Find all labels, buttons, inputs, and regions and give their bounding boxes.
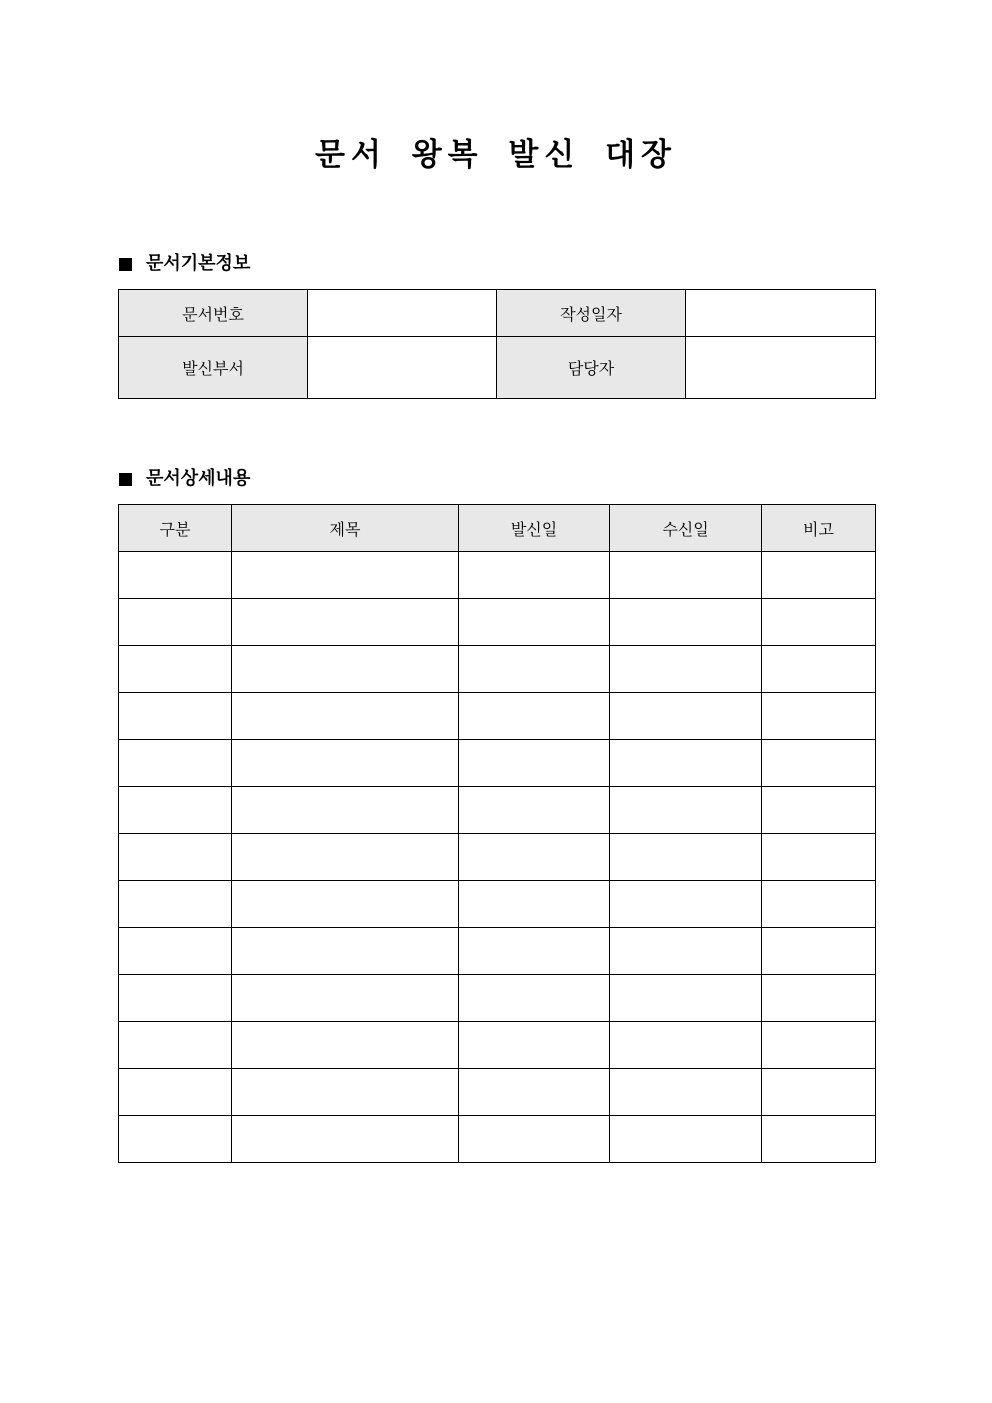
- square-bullet-icon: [119, 473, 132, 486]
- table-row: [119, 928, 876, 975]
- received-date-cell[interactable]: [610, 740, 762, 787]
- category-cell[interactable]: [119, 975, 232, 1022]
- category-cell[interactable]: [119, 599, 232, 646]
- received-date-cell[interactable]: [610, 646, 762, 693]
- table-row: [119, 337, 876, 399]
- table-row: [119, 1022, 876, 1069]
- received-date-cell[interactable]: [610, 881, 762, 928]
- received-date-cell[interactable]: [610, 693, 762, 740]
- details-table: [118, 504, 876, 1163]
- table-row: [119, 693, 876, 740]
- received-date-cell[interactable]: [610, 834, 762, 881]
- remarks-cell[interactable]: [762, 740, 876, 787]
- received-date-cell[interactable]: [610, 975, 762, 1022]
- received-date-cell[interactable]: [610, 1116, 762, 1163]
- subject-cell[interactable]: [232, 1116, 459, 1163]
- sent-date-cell[interactable]: [459, 599, 610, 646]
- category-cell[interactable]: [119, 552, 232, 599]
- section-heading-basic-info: [119, 251, 250, 277]
- received-date-cell[interactable]: [610, 787, 762, 834]
- received-date-cell[interactable]: [610, 552, 762, 599]
- received-date-cell[interactable]: [610, 1022, 762, 1069]
- column-header-remarks: 비고: [762, 505, 876, 552]
- remarks-cell[interactable]: [762, 881, 876, 928]
- sent-date-cell[interactable]: [459, 1069, 610, 1116]
- sent-date-cell[interactable]: [459, 693, 610, 740]
- category-cell[interactable]: [119, 881, 232, 928]
- doc-number-label: 문서번호: [119, 290, 308, 337]
- column-header-category: 구분: [119, 505, 232, 552]
- sent-date-cell[interactable]: [459, 975, 610, 1022]
- table-row: [119, 646, 876, 693]
- table-row: [119, 975, 876, 1022]
- remarks-cell[interactable]: [762, 1022, 876, 1069]
- category-cell[interactable]: [119, 693, 232, 740]
- manager-field[interactable]: [686, 337, 876, 399]
- received-date-cell[interactable]: [610, 928, 762, 975]
- remarks-cell[interactable]: [762, 975, 876, 1022]
- category-cell[interactable]: [119, 740, 232, 787]
- table-row: [119, 290, 876, 337]
- received-date-cell[interactable]: [610, 1069, 762, 1116]
- column-header-sent-date: 발신일: [459, 505, 610, 552]
- category-cell[interactable]: [119, 646, 232, 693]
- table-row: [119, 787, 876, 834]
- subject-cell[interactable]: [232, 975, 459, 1022]
- sending-dept-field[interactable]: [308, 337, 497, 399]
- doc-number-field[interactable]: [308, 290, 497, 337]
- subject-cell[interactable]: [232, 834, 459, 881]
- subject-cell[interactable]: [232, 646, 459, 693]
- category-cell[interactable]: [119, 834, 232, 881]
- subject-cell[interactable]: [232, 552, 459, 599]
- sent-date-cell[interactable]: [459, 928, 610, 975]
- subject-cell[interactable]: [232, 928, 459, 975]
- subject-cell[interactable]: [232, 740, 459, 787]
- created-date-label: 작성일자: [497, 290, 686, 337]
- sending-dept-label: 발신부서: [119, 337, 308, 399]
- table-row: [119, 552, 876, 599]
- sent-date-cell[interactable]: [459, 881, 610, 928]
- table-row: [119, 834, 876, 881]
- remarks-cell[interactable]: [762, 693, 876, 740]
- section-heading-label: 문서상세내용: [146, 468, 251, 489]
- section-heading-label: 문서기본정보: [146, 253, 251, 274]
- remarks-cell[interactable]: [762, 1069, 876, 1116]
- column-header-subject: 제목: [232, 505, 459, 552]
- table-row: [119, 599, 876, 646]
- remarks-cell[interactable]: [762, 928, 876, 975]
- remarks-cell[interactable]: [762, 552, 876, 599]
- sent-date-cell[interactable]: [459, 1116, 610, 1163]
- subject-cell[interactable]: [232, 881, 459, 928]
- basic-info-table: [118, 289, 876, 399]
- sent-date-cell[interactable]: [459, 552, 610, 599]
- details-table-body: [119, 552, 876, 1163]
- remarks-cell[interactable]: [762, 646, 876, 693]
- category-cell[interactable]: [119, 1022, 232, 1069]
- subject-cell[interactable]: [232, 693, 459, 740]
- sent-date-cell[interactable]: [459, 1022, 610, 1069]
- subject-cell[interactable]: [232, 787, 459, 834]
- sent-date-cell[interactable]: [459, 787, 610, 834]
- table-header-row: [119, 505, 876, 552]
- remarks-cell[interactable]: [762, 834, 876, 881]
- manager-label: 담당자: [497, 337, 686, 399]
- remarks-cell[interactable]: [762, 787, 876, 834]
- sent-date-cell[interactable]: [459, 834, 610, 881]
- table-row: [119, 1069, 876, 1116]
- category-cell[interactable]: [119, 1069, 232, 1116]
- sent-date-cell[interactable]: [459, 740, 610, 787]
- page-title: 문서 왕복 발신 대장: [315, 137, 677, 173]
- section-heading-details: [119, 466, 250, 492]
- category-cell[interactable]: [119, 787, 232, 834]
- sent-date-cell[interactable]: [459, 646, 610, 693]
- remarks-cell[interactable]: [762, 1116, 876, 1163]
- subject-cell[interactable]: [232, 1069, 459, 1116]
- square-bullet-icon: [119, 258, 132, 271]
- table-row: [119, 881, 876, 928]
- column-header-received-date: 수신일: [610, 505, 762, 552]
- category-cell[interactable]: [119, 928, 232, 975]
- category-cell[interactable]: [119, 1116, 232, 1163]
- received-date-cell[interactable]: [610, 599, 762, 646]
- table-row: [119, 1116, 876, 1163]
- table-row: [119, 740, 876, 787]
- remarks-cell[interactable]: [762, 599, 876, 646]
- subject-cell[interactable]: [232, 1022, 459, 1069]
- subject-cell[interactable]: [232, 599, 459, 646]
- created-date-field[interactable]: [686, 290, 876, 337]
